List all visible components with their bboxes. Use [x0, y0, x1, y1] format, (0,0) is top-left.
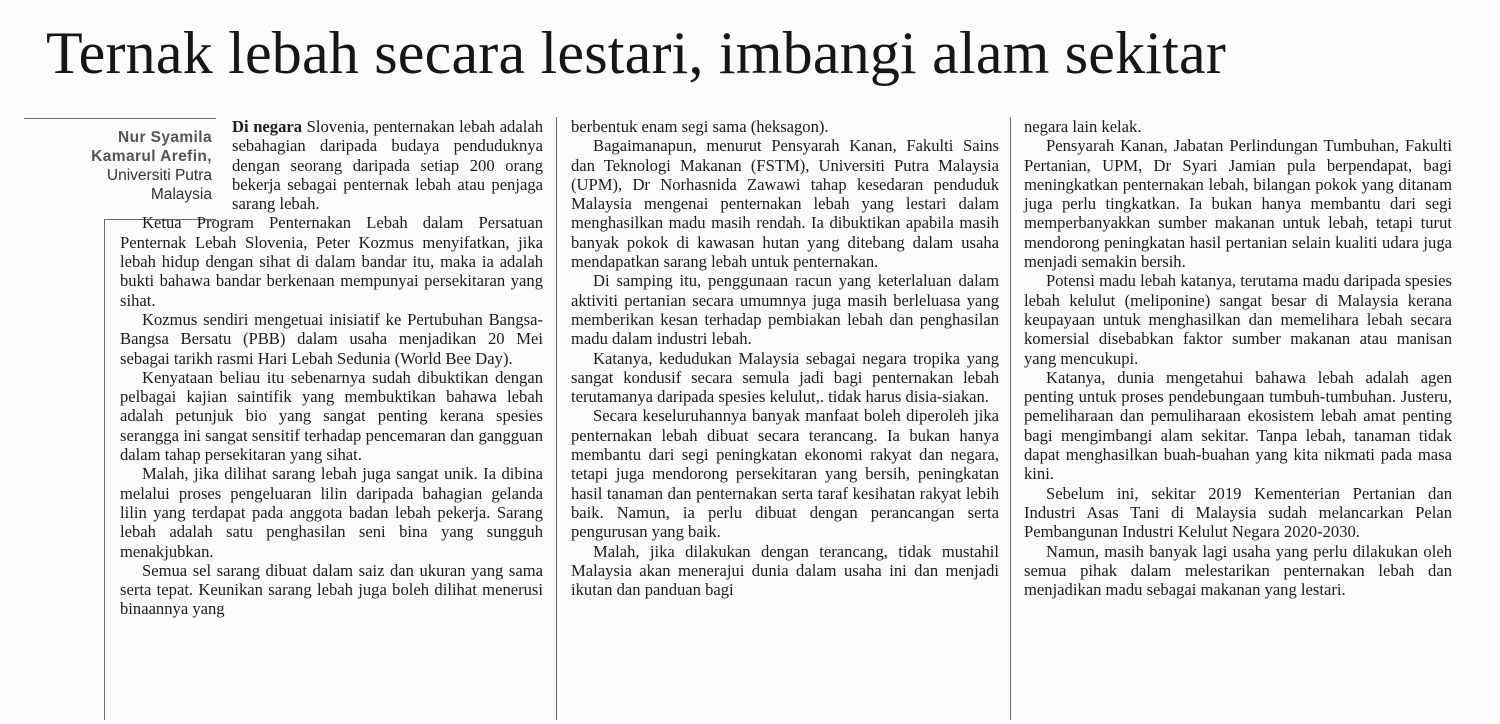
paragraph: Katanya, kedudukan Malaysia sebagai negara tropika yang sangat kondusif secara semula jadi bagi penternakan lebah terutamanya daripada spesies kelulut,. tidak harus disia-siakan. — [571, 348, 999, 407]
author-affiliation-line-1: Universiti Putra — [106, 167, 212, 184]
paragraph: Di samping itu, penggunaan racun yang keterlaluan dalam aktiviti pertanian secara umumnya juga masih berleluasa yang memberikan kesan terhadap pembiakan lebah dan penghasilan madu dalam industri lebah. — [571, 271, 999, 349]
paragraph: Sebelum ini, sekitar 2019 Kementerian Pertanian dan Industri Asas Tani di Malaysia sudah melancarkan Pelan Pembangunan Industri Kelulut Negara 2020-2030. — [1024, 483, 1452, 542]
author-name-line-2: Kamarul Arefin, — [91, 148, 212, 165]
column-divider-2 — [1010, 117, 1011, 720]
column-divider-1 — [556, 117, 557, 720]
paragraph: Pensyarah Kanan, Jabatan Perlindungan Tumbuhan, Fakulti Pertanian, UPM, Dr Syari Jamian pula berpendapat, bagi meningkatkan penternakan lebah, bilangan pokok yang ditanam juga perlu tingkatkan. Ia bukan hanya membantu dari segi memperbanyakkan sumber makanan untuk lebah, tetapi turut mendorong peningkatan hasil pertanian selain kualiti udara juga menjadi semakin bersih. — [1024, 136, 1452, 272]
paragraph-continuation: negara lain kelak. — [1024, 117, 1142, 136]
author-affiliation-line-2: Malaysia — [150, 186, 212, 203]
headline: Ternak lebah secara lestari, imbangi alam sekitar — [46, 20, 1227, 86]
paragraph: Secara keseluruhannya banyak manfaat boleh diperoleh jika penternakan lebah dibuat secara terancang. Ia bukan hanya membantu dari segi peningkatan ekonomi rakyat dan negara, tetapi juga mendorong persekitaran yang bersih, peningkatan hasil tanaman dan penternakan serta taraf kesihatan rakyat lebih baik. Namun, ia perlu dibuat dengan perancangan serta pengurusan yang baik. — [571, 406, 999, 542]
paragraph: Kenyataan beliau itu sebenarnya sudah dibuktikan dengan pelbagai kajian saintifik yang membuktikan bahawa lebah adalah petunjuk bio yang sangat penting kerana spesies serangga ini sangat sensitif terhadap pencemaran dan gangguan dalam tahap persekitaran yang sihat. — [120, 367, 543, 465]
column-2 — [571, 117, 999, 599]
lead-paragraph — [232, 117, 543, 213]
paragraph: Namun, masih banyak lagi usaha yang perlu dilakukan oleh semua pihak dalam melestarikan penternakan lebah dan menjadikan madu sebagai makanan yang lestari. — [1024, 541, 1452, 600]
lead-intro: Di negara — [232, 117, 303, 136]
paragraph: Bagaimanapun, menurut Pensyarah Kanan, Fakulti Sains dan Teknologi Makanan (FSTM), Universiti Putra Malaysia (UPM), Dr Norhasnida Zawawi tahap kesedaran penduduk Malaysia mengenai penternakan lebah yang lestari dalam menghasilkan madu masih rendah. Ia dibuktikan apabila masih banyak pokok di kawasan hutan yang ditebang dalam usaha mendapatkan sarang lebah untuk penternakan. — [571, 136, 999, 272]
column-3 — [1024, 117, 1452, 599]
byline — [24, 128, 212, 204]
paragraph: Kozmus sendiri mengetuai inisiatif ke Pertubuhan Bangsa-Bangsa Bersatu (PBB) dalam usaha menjadikan 20 Mei sebagai tarikh rasmi Hari Lebah Sedunia (World Bee Day). — [120, 309, 543, 368]
left-frame-rule — [104, 219, 105, 720]
byline-top-rule — [24, 118, 216, 119]
author-name-line-1: Nur Syamila — [118, 129, 212, 146]
paragraph-continuation: berbentuk enam segi sama (heksagon). — [571, 117, 829, 136]
paragraph: Ketua Program Penternakan Lebah dalam Persatuan Penternak Lebah Slovenia, Peter Kozmus menyifatkan, jika lebah hidup dengan sihat di dalam bandar itu, maka ia adalah bukti bahawa bandar berkenaan mempunyai persekitaran yang sihat. — [120, 213, 543, 310]
paragraph: Potensi madu lebah katanya, terutama madu daripada spesies lebah kelulut (meliponine) sangat besar di Malaysia kerana keupayaan untuk menghasilkan dan memelihara lebah secara komersial disebabkan faktor sumber makanan atau manisan yang mencukupi. — [1024, 271, 1452, 368]
lead-text: Slovenia, penternakan lebah adalah sebahagian daripada budaya penduduknya dengan seorang daripada setiap 200 orang bekerja sebagai penternak lebah atau penjaga sarang lebah. — [232, 117, 543, 214]
paragraph: Semua sel sarang dibuat dalam saiz dan ukuran yang sama serta tepat. Keunikan sarang lebah juga boleh dilihat menerusi binaannya yang — [120, 560, 543, 619]
paragraph: Katanya, dunia mengetahui bahawa lebah adalah agen penting untuk proses pendebungaan tumbuh-tumbuhan. Justeru, pemeliharaan dan pemuliharaan ekosistem lebah amat penting bagi mengimbangi alam sekitar. Tanpa lebah, tanaman tidak dapat menghasilkan buah-buahan yang kita nikmati pada masa kini. — [1024, 367, 1452, 484]
column-1-body — [120, 213, 543, 618]
paragraph: Malah, jika dilakukan dengan terancang, tidak mustahil Malaysia akan menerajui dunia dalam usaha ini dan menjadi ikutan dan panduan bagi — [571, 541, 999, 600]
paragraph: Malah, jika dilihat sarang lebah juga sangat unik. Ia dibina melalui proses pengeluaran lilin daripada bahagian gelanda lilin yang terdapat pada anggota badan lebah pekerja. Sarang lebah adalah satu penghasilan seni bina yang sungguh menakjubkan. — [120, 464, 543, 561]
